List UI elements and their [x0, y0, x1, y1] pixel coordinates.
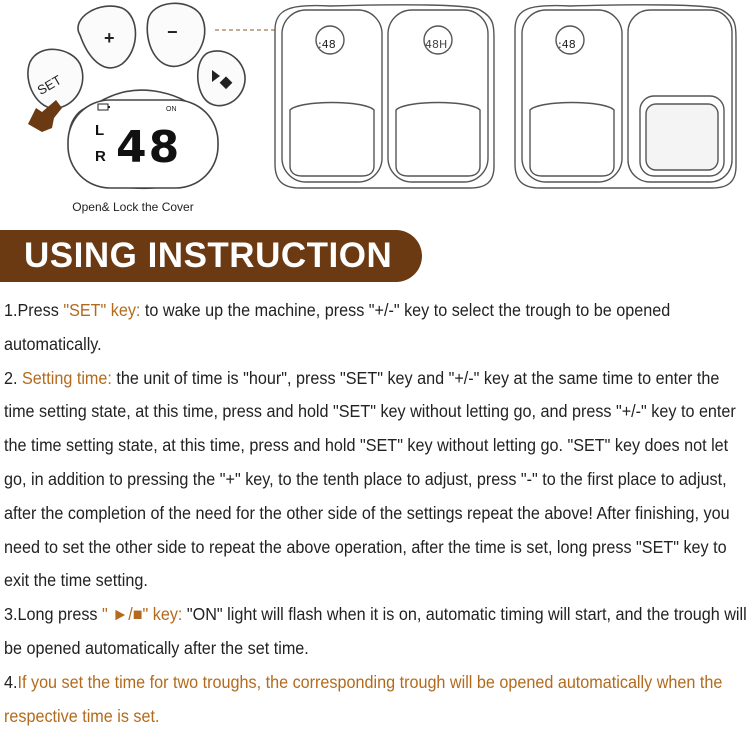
- section-title: USING INSTRUCTION: [24, 236, 393, 275]
- feeder-closed: [275, 5, 494, 188]
- step-prefix: 2.: [4, 367, 22, 388]
- feeder-open-display: :48: [558, 38, 576, 51]
- step-highlight: Setting time:: [21, 367, 112, 388]
- set-key[interactable]: SET: [34, 72, 65, 98]
- section-banner: [0, 230, 422, 282]
- product-illustrations: [0, 0, 750, 225]
- step-highlight: " ►/■" key:: [102, 604, 183, 625]
- plus-key[interactable]: +: [104, 28, 115, 48]
- on-indicator: ON: [166, 106, 177, 113]
- instruction-step: [4, 598, 748, 666]
- step-highlight: "SET" key:: [63, 300, 141, 320]
- step-prefix: 1.Press: [4, 300, 64, 320]
- cover-caption: Open& Lock the Cover: [72, 200, 194, 214]
- right-trough-label: R: [95, 148, 106, 165]
- step-prefix: 4.: [4, 671, 18, 692]
- left-trough-label: L: [95, 122, 105, 139]
- feeder-open: [515, 5, 736, 188]
- step-text: the unit of time is "hour", press "SET" key and "+/-" key at the same time to enter the time setting state, at this time, press and hold "SET" key without letting go, and press "+/-" key to enter the time setting state, at this time, press and hold "SET" key without letting go. "SET" key does not let go, in addition to pressing the "+" key, to the tenth place to adjust, press "-" to the first place to adjust, after the completion of the need for the other side of the settings repeat the above! After finishing, you need to set the other side to repeat the above operation, after the time is set, long press "SET" key to exit the time setting.: [4, 367, 736, 591]
- play-toe-outline: [198, 51, 245, 106]
- instruction-step: [4, 666, 748, 733]
- step-text: to wake up the machine, press "+/-" key to select the trough to be opened automatically.: [4, 300, 671, 354]
- feeder-closed-left-display: :48: [318, 38, 336, 51]
- lcd-time-readout: 48: [116, 122, 182, 173]
- feeder-closed-right-display: 48H: [425, 38, 448, 51]
- minus-key[interactable]: −: [167, 22, 178, 42]
- feeder-diagram: [0, 0, 750, 225]
- instruction-step: [4, 294, 748, 362]
- instruction-step: [4, 362, 748, 599]
- step-text: "ON" light will flash when it is on, automatic timing will start, and the trough will be opened automatically after the set time.: [4, 604, 747, 658]
- step-highlight: If you set the time for two troughs, the corresponding trough will be opened automatically when the respective time is set.: [4, 671, 723, 726]
- instruction-list: [4, 294, 748, 733]
- step-prefix: 3.Long press: [4, 604, 103, 625]
